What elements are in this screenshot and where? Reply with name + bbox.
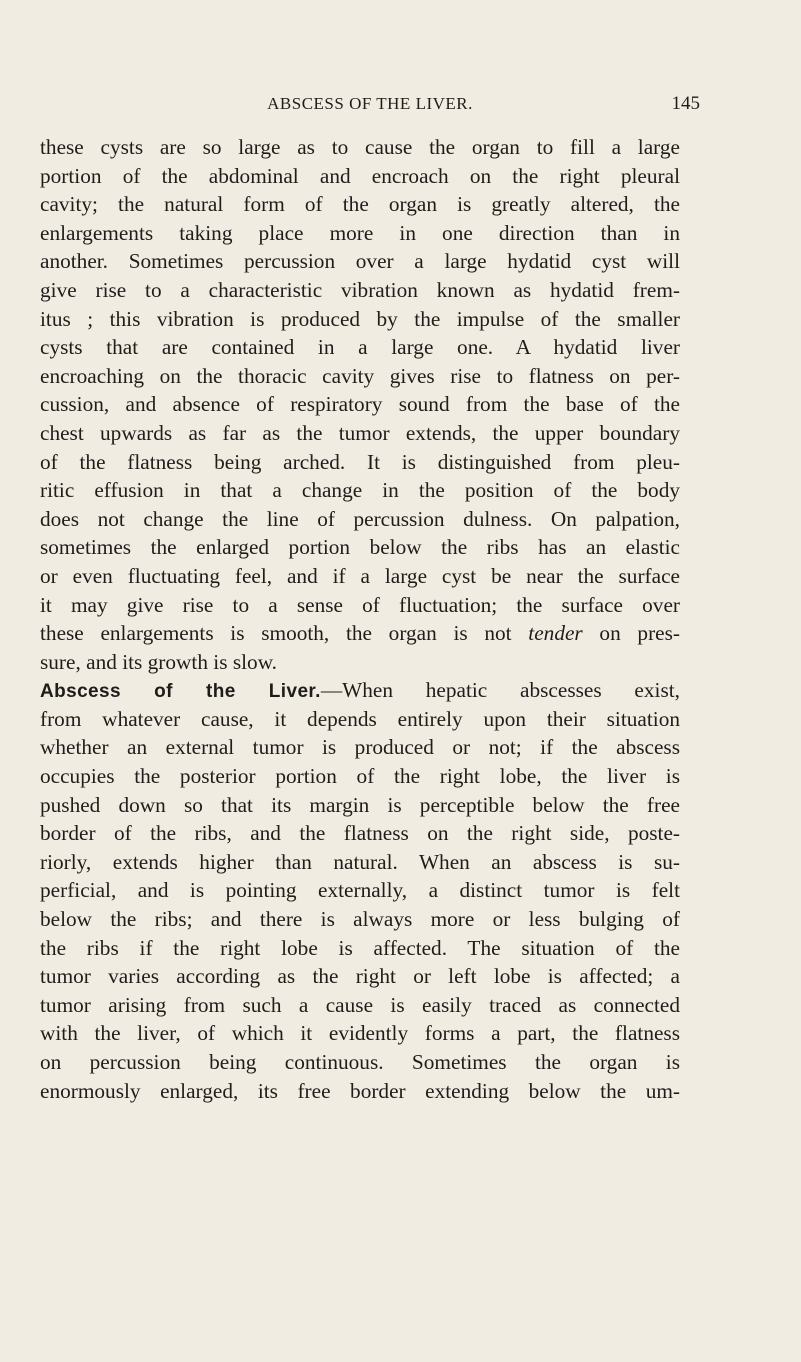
section-heading: Abscess of the Liver. (40, 681, 321, 703)
text-line: tumor varies according as the right or left lobe is affected; a (40, 964, 680, 989)
text-line: riorly, extends higher than natural. When an abscess is su- (40, 849, 680, 874)
text-line: or even fluctuating feel, and if a large cyst be near the surface (40, 563, 680, 588)
text-line: itus ; this vibration is produced by the impulse of the smaller (40, 306, 680, 331)
text-line: occupies the posterior portion of the right lobe, the liver is (40, 764, 680, 789)
text-line: perficial, and is pointing externally, a distinct tumor is felt (40, 878, 680, 903)
text-line: another. Sometimes percussion over a large hydatid cyst will (40, 249, 680, 274)
text-line: sure, and its growth is slow. (40, 649, 278, 674)
text-line: ritic effusion in that a change in the position of the body (40, 478, 680, 503)
page-header (40, 90, 700, 118)
text-line: these cysts are so large as to cause the organ to fill a large (40, 135, 680, 159)
text-fragment: on pres- (582, 621, 680, 646)
text-line: enormously enlarged, its free border extending below the um- (40, 1078, 680, 1103)
text-fragment: —When hepatic abscesses exist, (320, 678, 680, 703)
text-line: encroaching on the thoracic cavity gives rise to flatness on per- (40, 363, 680, 388)
text-fragment: these enlargements is smooth, the organ is not (40, 621, 512, 646)
text-line: does not change the line of percussion dulness. On palpation, (40, 506, 680, 531)
text-line (40, 676, 680, 705)
page-number: 145 (671, 93, 700, 114)
text-line: pushed down so that its margin is perceptible below the free (40, 792, 680, 817)
text-line: of the flatness being arched. It is distinguished from pleu- (40, 449, 680, 474)
text-line: give rise to a characteristic vibration known as hydatid frem- (40, 277, 680, 302)
text-line: border of the ribs, and the flatness on the right side, poste- (40, 821, 680, 846)
text-line: portion of the abdominal and encroach on the right pleural (40, 163, 680, 188)
text-line: enlargements taking place more in one direction than in (40, 220, 680, 245)
text-line: whether an external tumor is produced or not; if the abscess (40, 735, 680, 760)
running-head: ABSCESS OF THE LIVER. (267, 94, 473, 113)
text-line: sometimes the enlarged portion below the ribs has an elastic (40, 535, 680, 560)
text-line: chest upwards as far as the tumor extends, the upper boundary (40, 420, 680, 445)
text-line: the ribs if the right lobe is affected. The situation of the (40, 935, 680, 960)
text-line: cussion, and absence of respiratory sound from the base of the (40, 392, 680, 417)
text-line: it may give rise to a sense of fluctuation; the surface over (40, 592, 680, 617)
text-line: cavity; the natural form of the organ is greatly altered, the (40, 192, 680, 217)
italic-word: tender (528, 621, 583, 646)
text-line: tumor arising from such a cause is easily traced as connected (40, 992, 680, 1017)
text-line: on percussion being continuous. Sometimes the organ is (40, 1050, 680, 1074)
body-text (40, 133, 680, 1105)
text-line (40, 619, 680, 648)
text-line: cysts that are contained in a large one. A hydatid liver (40, 335, 680, 360)
text-line: with the liver, of which it evidently forms a part, the flatness (40, 1021, 680, 1046)
text-line: below the ribs; and there is always more or less bulging of (40, 907, 680, 932)
text-line: from whatever cause, it depends entirely upon their situation (40, 706, 680, 731)
